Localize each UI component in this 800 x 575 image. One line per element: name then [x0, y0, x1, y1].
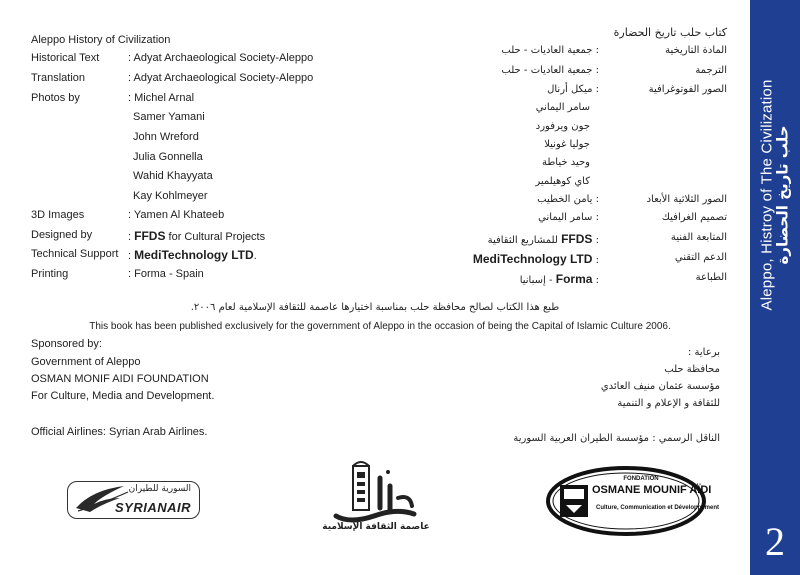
ar-credit-rest: للمشاريع الثقافية: [487, 235, 562, 246]
publication-notice-en: This book has been published exclusively for the government of Aleppo in the occasion of being the Capital of Islamic Culture 2006.: [89, 321, 671, 332]
credit-value: : Adyat Archaeological Society-Aleppo: [128, 52, 314, 64]
sponsor-line-en: Sponsored by:: [31, 338, 102, 350]
photographer-name: Julia Gonnella: [133, 151, 203, 163]
ar-photographer-name: جوليا غونيلا: [544, 139, 590, 150]
credit-rest: .: [253, 250, 257, 262]
credit-label: Technical Support: [31, 248, 119, 260]
credit-rest: for Cultural Projects: [165, 231, 266, 243]
page-number: 2: [765, 519, 785, 564]
sponsor-line-ar: للثقافة و الإعلام و التنمية: [617, 398, 720, 409]
ar-credit-brand: MediTechnology LTD: [472, 252, 593, 266]
sponsor-line-ar: محافظة حلب: [664, 364, 720, 375]
credit-label: Historical Text: [31, 52, 100, 64]
ar-credit-technical-support: [467, 252, 727, 270]
fondation-small-label: FONDATION: [623, 476, 659, 482]
english-book-title: Aleppo History of Civilization: [31, 34, 171, 46]
fondation-subtitle: Culture, Communication et Développement: [596, 505, 720, 511]
photographer-name: John Wreford: [133, 131, 199, 143]
spine-title-en: Aleppo, Histroy of The Civilization: [758, 79, 776, 311]
ar-photographer-name: وحيد خياطة: [541, 157, 590, 168]
credit-label: Translation: [31, 72, 86, 84]
ar-credit-label: الدعم التقني: [674, 252, 727, 263]
sponsor-line-ar: برعاية :: [687, 347, 720, 358]
credit-label: Photos by: [31, 92, 80, 104]
sponsor-line-ar: مؤسسة عثمان منيف العائدي: [600, 381, 720, 392]
ar-credit-label: المادة التاريخية: [665, 45, 727, 56]
ar-credit-sep: :: [592, 275, 599, 286]
syrianair-en: SYRIANAIR: [114, 500, 191, 515]
ar-credit-brand: FFDS: [561, 232, 593, 246]
credit-label: Designed by: [31, 229, 93, 241]
ar-credit-value: : جمعية العاديات - حلب: [501, 65, 599, 76]
ar-credit-sep: :: [592, 255, 599, 266]
ar-credit-historical-text: [467, 45, 727, 63]
aleppo-emblem-caption: عاصمة الثقافة الإسلامية: [322, 522, 430, 532]
ar-credit-value: [488, 232, 599, 246]
ar-photographer-name: جون ويرفورد: [535, 121, 590, 132]
ar-credit-value: : سامر اليماني: [538, 212, 599, 223]
ar-credit-label: الصور الفوتوغرافية: [648, 84, 727, 95]
photographer-name: Samer Yamani: [133, 111, 205, 123]
credit-label: 3D Images: [31, 209, 85, 221]
sponsor-line-en: OSMAN MONIF AIDI FOUNDATION: [31, 373, 209, 385]
credit-sep: :: [128, 250, 135, 262]
fondation-osmane-logo: [546, 465, 720, 537]
ar-photographer-name: كاي كوهيلمير: [535, 176, 590, 187]
ar-credit-value: [473, 252, 599, 266]
credit-value: : Forma - Spain: [128, 268, 204, 280]
credit-value: : Yamen Al Khateeb: [128, 209, 225, 221]
credit-value: [128, 229, 265, 243]
ar-credit-value: : جمعية العاديات - حلب: [501, 45, 599, 56]
ar-credit-photos: [467, 84, 727, 102]
ar-credit-brand: Forma: [555, 272, 593, 286]
credit-value: : Michel Arnal: [128, 92, 195, 104]
ar-credit-printing: [467, 272, 727, 290]
ar-credit-3d-images: [467, 194, 727, 212]
ar-credit-label: تصميم الغرافيك: [661, 212, 727, 223]
credit-value: [128, 248, 257, 262]
publication-notice-ar: طبع هذا الكتاب لصالح محافظة حلب بمناسبة اختيارها عاصمة للثقافة الإسلامية لعام ٢٠٠٦.: [190, 302, 560, 313]
ar-credit-value: : يامن الخطيب: [537, 194, 599, 205]
ar-credit-translation: [467, 65, 727, 83]
ar-credit-art-supervision: [467, 232, 727, 250]
photographer-name: Wahid Khayyata: [133, 170, 213, 182]
credit-sep: :: [128, 231, 135, 243]
ar-credit-value: : ميكل أرنال: [547, 84, 599, 95]
ar-credit-label: المتابعة الفنية: [670, 232, 727, 243]
spine-title-ar: حلب تاريخ الحضارة: [773, 125, 791, 265]
spine-title: [759, 80, 791, 311]
ar-credit-rest: - إسبانيا: [519, 275, 556, 286]
sponsor-line-en: Government of Aleppo: [31, 356, 141, 368]
photographer-name: Kay Kohlmeyer: [133, 190, 208, 202]
credit-brand: FFDS: [134, 229, 166, 243]
official-airline-en: Official Airlines: Syrian Arab Airlines.: [31, 426, 208, 438]
ar-photographer-name: سامر اليماني: [535, 102, 590, 113]
ar-credit-label: الصور الثلاثية الأبعاد: [646, 194, 727, 205]
ar-credit-label: الترجمة: [695, 65, 727, 76]
credit-value: : Adyat Archaeological Society-Aleppo: [128, 72, 314, 84]
credit-label: Printing: [31, 268, 69, 280]
ar-credit-sep: :: [592, 235, 599, 246]
fondation-name: OSMANE MOUNIF AÏDI: [592, 484, 712, 496]
syrianair-logo: [67, 481, 200, 519]
arabic-book-title: كتاب حلب تاريخ الحضارة: [613, 26, 727, 39]
official-airline-ar: الناقل الرسمي : مؤسسة الطيران العربية السورية: [513, 433, 720, 444]
credit-brand: MediTechnology LTD: [134, 248, 254, 262]
ar-credit-label: الطباعة: [695, 272, 727, 283]
syrianair-ar: السورية للطيران: [128, 484, 191, 494]
ar-credit-graphic-design: [467, 212, 727, 230]
ar-credit-value: [520, 272, 599, 286]
sponsor-line-en: For Culture, Media and Development.: [31, 390, 215, 402]
